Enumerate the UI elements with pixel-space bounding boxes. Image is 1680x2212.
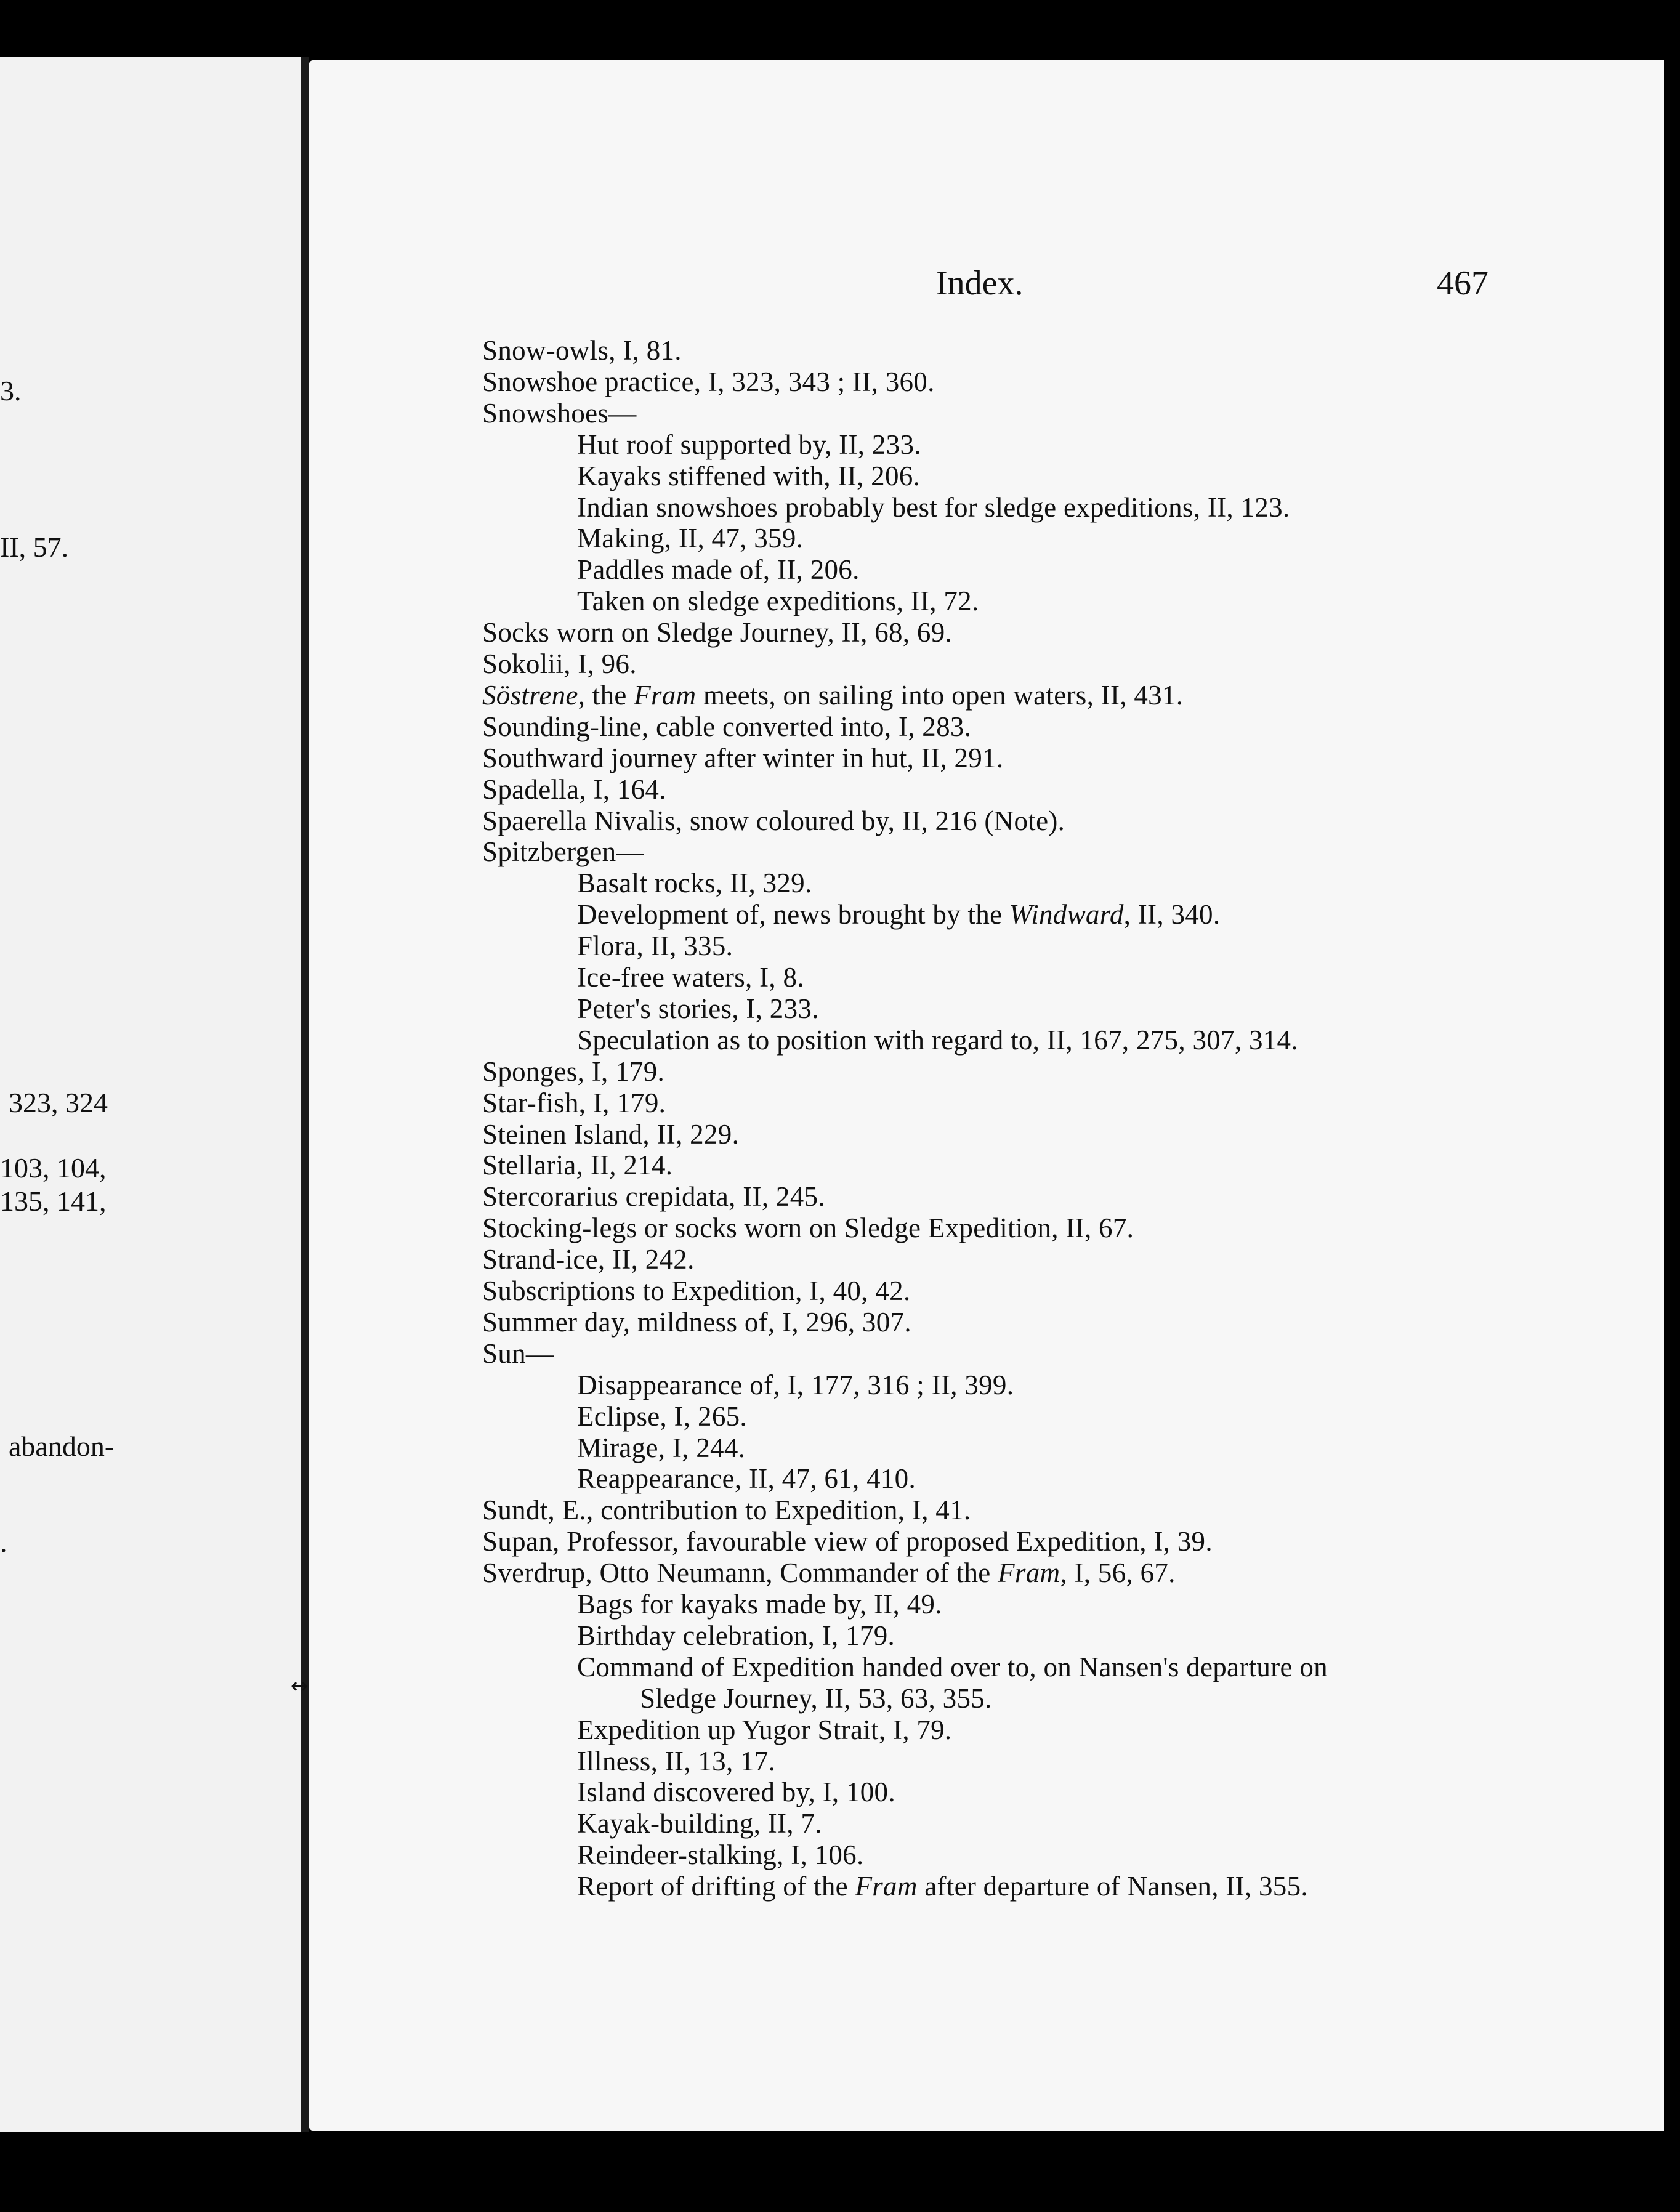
index-entry: Stocking-legs or socks worn on Sledge Expedition, II, 67. [482, 1213, 1134, 1243]
index-entry [482, 680, 1183, 711]
italic-text: Fram [634, 680, 697, 711]
index-entry: Subscriptions to Expedition, I, 40, 42. [482, 1275, 911, 1306]
index-entry: Sponges, I, 179. [482, 1056, 665, 1087]
entry-text: Development of, news brought by the [577, 899, 1009, 930]
index-subentry: Hut roof supported by, II, 233. [577, 429, 921, 460]
index-subentry: Speculation as to position with regard to, II, 167, 275, 307, 314. [577, 1025, 1298, 1056]
index-subentry: Illness, II, 13, 17. [577, 1746, 776, 1777]
entry-text: , I, 56, 67. [1060, 1557, 1176, 1588]
index-entry: Spaerella Nivalis, snow coloured by, II, 216 (Note). [482, 805, 1065, 836]
index-subentry: Kayaks stiffened with, II, 206. [577, 461, 921, 491]
italic-text: Fram [998, 1557, 1060, 1588]
index-entry: Sundt, E., contribution to Expedition, I, 41. [482, 1495, 971, 1525]
index-subentry: Flora, II, 335. [577, 930, 733, 961]
index-subentry [577, 899, 1220, 930]
index-subentry: Kayak-building, II, 7. [577, 1808, 822, 1839]
page-number: 467 [1437, 264, 1488, 302]
entry-text: Sverdrup, Otto Neumann, Commander of the [482, 1557, 998, 1588]
index-subentry: Command of Expedition handed over to, on Nansen's departure on [577, 1652, 1328, 1682]
index-subentry: Island discovered by, I, 100. [577, 1777, 895, 1807]
index-subentry: Bags for kayaks made by, II, 49. [577, 1589, 942, 1620]
index-entry: Spitzbergen— [482, 836, 644, 867]
entry-text: Report of drifting of the [577, 1871, 855, 1902]
running-head: Index. [936, 264, 1024, 302]
index-entry: Star-fish, I, 179. [482, 1088, 666, 1118]
index-entry: Stellaria, II, 214. [482, 1150, 673, 1181]
facing-page-text: abandon- [9, 1431, 115, 1462]
index-entry: Steinen Island, II, 229. [482, 1119, 740, 1150]
book-gutter [301, 57, 309, 2132]
index-subentry: Eclipse, I, 265. [577, 1401, 747, 1432]
index-entry: Supan, Professor, favourable view of proposed Expedition, I, 39. [482, 1526, 1213, 1557]
facing-page-text: 323, 324 [9, 1087, 108, 1118]
page-arrow-icon: ↔ [291, 1674, 309, 1698]
index-entry [482, 1557, 1176, 1588]
index-entry: Sounding-line, cable converted into, I, 283. [482, 711, 972, 742]
index-subentry: Reindeer-stalking, I, 106. [577, 1839, 864, 1870]
index-subentry: Ice-free waters, I, 8. [577, 962, 804, 993]
facing-page-text: 3. [0, 375, 22, 406]
index-entry: Socks worn on Sledge Journey, II, 68, 69. [482, 617, 953, 648]
facing-page-fragment [0, 57, 301, 2132]
index-subentry: Disappearance of, I, 177, 316 ; II, 399. [577, 1370, 1014, 1400]
index-subentry: Taken on sledge expeditions, II, 72. [577, 586, 979, 616]
index-entry: Sun— [482, 1338, 554, 1369]
index-subentry: Mirage, I, 244. [577, 1432, 746, 1463]
index-subentry [577, 1871, 1308, 1902]
italic-text: Söstrene [482, 680, 578, 711]
index-subentry: Basalt rocks, II, 329. [577, 868, 812, 898]
index-subentry: Reappearance, II, 47, 61, 410. [577, 1463, 916, 1494]
italic-text: Fram [855, 1871, 918, 1902]
entry-text: after departure of Nansen, II, 355. [917, 1871, 1308, 1902]
index-entry: Summer day, mildness of, I, 296, 307. [482, 1307, 911, 1338]
index-entry: Stercorarius crepidata, II, 245. [482, 1181, 825, 1212]
facing-page-text: II, 57. [0, 531, 69, 563]
index-entry: Sokolii, I, 96. [482, 648, 637, 679]
index-entry: Spadella, I, 164. [482, 774, 666, 805]
index-entry: Southward journey after winter in hut, II, 291. [482, 743, 1004, 773]
italic-text: Windward [1009, 899, 1124, 930]
facing-page-text: 135, 141, [0, 1185, 107, 1217]
index-subentry: Making, II, 47, 359. [577, 523, 804, 554]
index-subentry: Birthday celebration, I, 179. [577, 1620, 895, 1651]
index-subentry: Paddles made of, II, 206. [577, 554, 860, 585]
index-entry: Snow-owls, I, 81. [482, 335, 682, 366]
facing-page-text: 103, 104, [0, 1152, 107, 1184]
index-entry: Snowshoes— [482, 398, 637, 429]
entry-text: , II, 340. [1123, 899, 1221, 930]
index-subentry: Expedition up Yugor Strait, I, 79. [577, 1714, 952, 1745]
index-entry: Snowshoe practice, I, 323, 343 ; II, 360. [482, 366, 935, 397]
index-entry: Strand-ice, II, 242. [482, 1244, 695, 1275]
index-subentry: Sledge Journey, II, 53, 63, 355. [640, 1683, 992, 1714]
index-page [309, 60, 1664, 2131]
index-subentry: Indian snowshoes probably best for sledge expeditions, II, 123. [577, 492, 1290, 523]
facing-page-text: . [0, 1527, 7, 1558]
index-subentry: Peter's stories, I, 233. [577, 993, 819, 1024]
entry-text: , the [578, 680, 634, 711]
entry-text: meets, on sailing into open waters, II, 431. [696, 680, 1184, 711]
